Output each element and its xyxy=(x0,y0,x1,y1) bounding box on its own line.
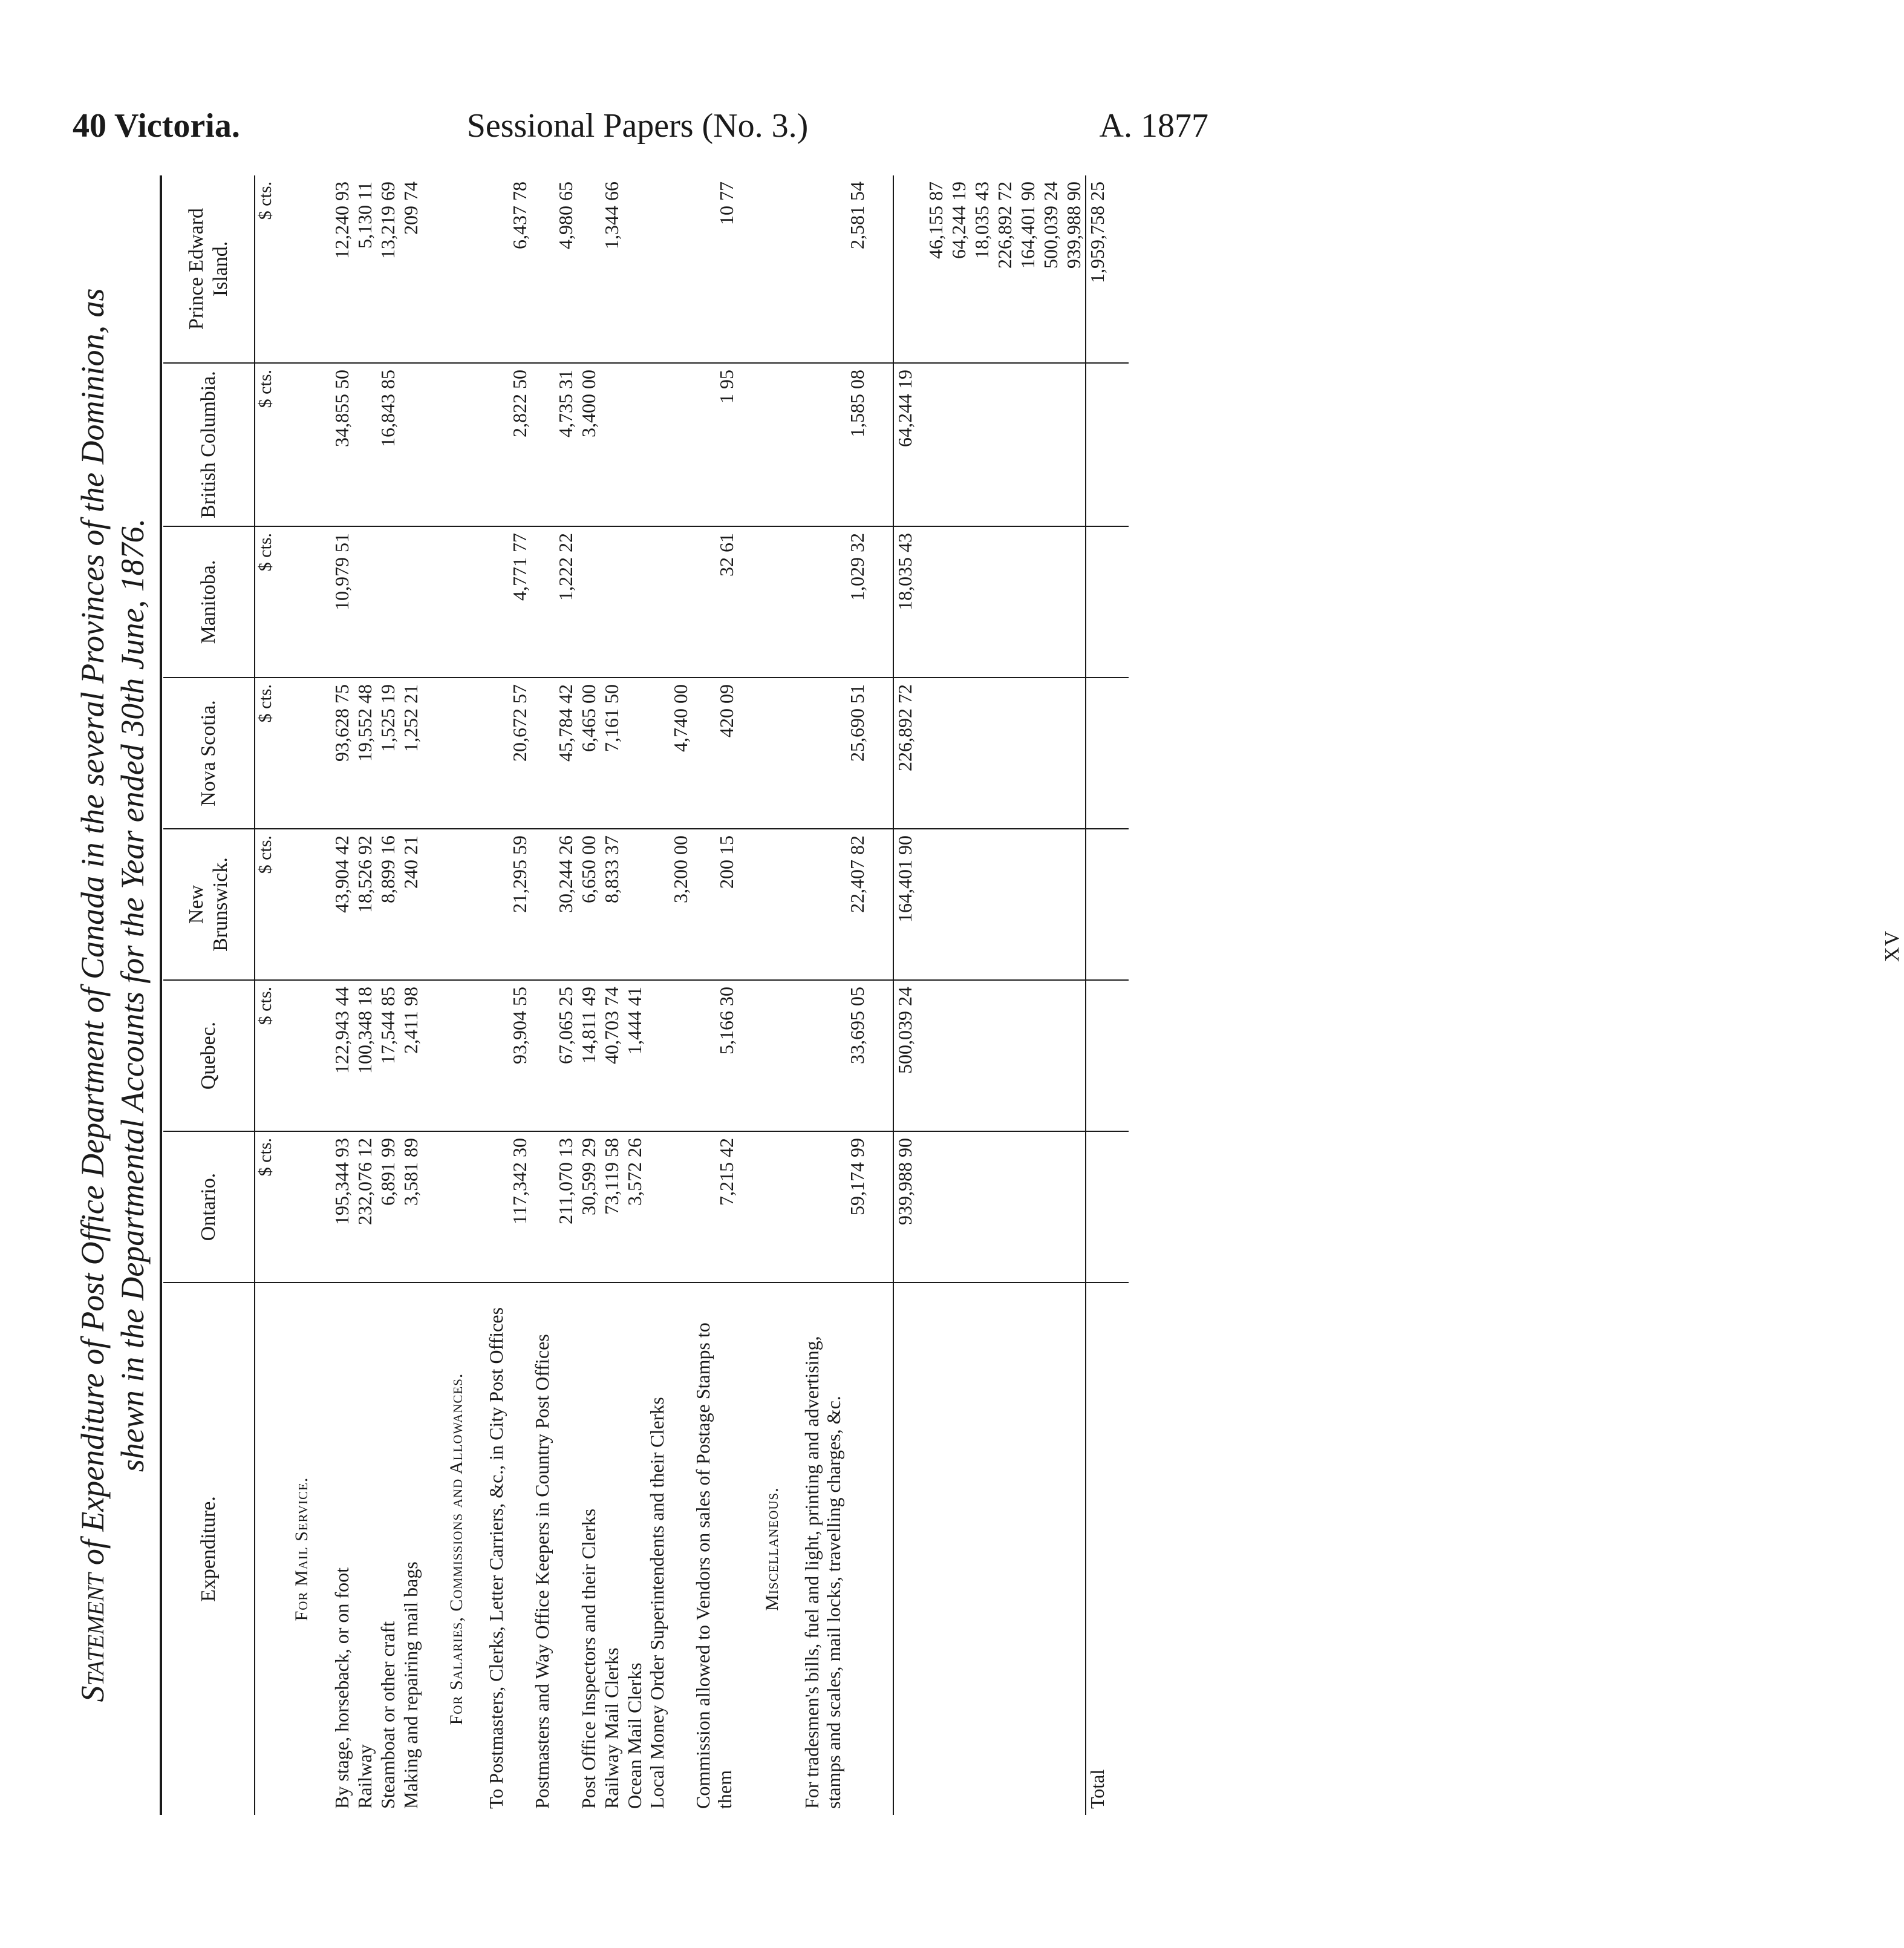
column-header-row xyxy=(163,175,255,1815)
row-value: 195,344 93 xyxy=(330,1131,353,1283)
row-value xyxy=(577,175,600,363)
blank-cell xyxy=(446,678,485,829)
expenditure-table xyxy=(163,175,1129,1815)
column-header-6: British Columbia. xyxy=(163,363,255,526)
row-value xyxy=(623,526,646,678)
rotated-statement xyxy=(73,175,1903,1815)
row-value xyxy=(646,1131,692,1283)
year-label: A. 1877 xyxy=(1099,107,1208,145)
row-value: 34,855 50 xyxy=(330,363,353,526)
section-heading: Miscellaneous. xyxy=(762,1283,801,1815)
session-label: 40 Victoria. xyxy=(73,107,240,145)
column-header-4: Nova Scotia. xyxy=(163,678,255,829)
column-total: 64,244 19 xyxy=(893,363,924,526)
row-label: To Postmasters, Clerks, Letter Carriers, &c., in City Post Offices xyxy=(485,1283,531,1815)
row-value: 4,980 65 xyxy=(555,181,576,249)
row-value xyxy=(600,363,623,526)
row-label: Railway xyxy=(353,1283,376,1815)
sessional-papers-label: Sessional Papers (No. 3.) xyxy=(466,107,809,145)
blank-cell xyxy=(292,363,330,526)
blank-cell xyxy=(446,980,485,1131)
row-value: 21,295 59 xyxy=(485,829,531,980)
row-value: 4,740 00 xyxy=(646,678,692,829)
row-value: 4,735 31 xyxy=(531,363,577,526)
column-total: 18,035 43 xyxy=(893,526,924,678)
section-heading: For Mail Service. xyxy=(292,1283,330,1815)
units-cell: $ cts. xyxy=(255,829,292,980)
total-row xyxy=(1086,175,1129,1815)
total-label: Total xyxy=(1086,1283,1129,1815)
blank-cell xyxy=(1086,678,1129,829)
blank-cell xyxy=(738,829,762,980)
blank-cell xyxy=(869,829,893,980)
blank-cell xyxy=(422,1131,446,1283)
column-total xyxy=(893,175,924,363)
row-value xyxy=(399,526,422,678)
units-row xyxy=(255,175,292,1815)
blank-cell xyxy=(292,526,330,678)
blank-cell xyxy=(869,175,893,363)
row-value: 8,899 16 xyxy=(376,829,399,980)
blank-cell xyxy=(924,363,1086,526)
blank-cell xyxy=(738,1283,762,1815)
row-value xyxy=(646,980,692,1131)
blank-cell xyxy=(762,829,801,980)
row-value: 4,771 77 xyxy=(485,526,531,678)
row-value: 420 09 xyxy=(692,678,738,829)
row-value: 100,348 18 xyxy=(353,980,376,1131)
blank-cell xyxy=(762,1131,801,1283)
row-label: Steamboat or other craft xyxy=(376,1283,399,1815)
table-row xyxy=(646,175,692,1815)
row-value xyxy=(623,829,646,980)
row-value: 1 95 xyxy=(692,363,738,526)
summary-value: 226,892 72 xyxy=(994,181,1016,269)
blank-cell xyxy=(422,980,446,1131)
blank-cell xyxy=(1086,980,1129,1131)
row-value: 10 77 xyxy=(716,181,737,225)
blank-cell xyxy=(869,980,893,1131)
row-value: 232,076 12 xyxy=(353,1131,376,1283)
table-row xyxy=(577,175,600,1815)
row-value: 73,119 58 xyxy=(600,1131,623,1283)
summary-value: 164,401 90 xyxy=(1017,181,1038,269)
column-totals-row xyxy=(893,175,924,1815)
blank-cell xyxy=(446,829,485,980)
row-value xyxy=(623,678,646,829)
column-header-0: Expenditure. xyxy=(163,1283,255,1815)
row-value: 1,444 41 xyxy=(623,980,646,1131)
row-value: 40,703 74 xyxy=(600,980,623,1131)
row-value: 2,581 54 xyxy=(846,181,868,249)
blank-cell xyxy=(446,1131,485,1283)
blank-cell xyxy=(924,1283,1086,1815)
blank-cell xyxy=(446,526,485,678)
column-header-7: Prince Edward Island. xyxy=(163,175,255,363)
summary-value: 64,244 19 xyxy=(948,181,970,259)
blank-cell xyxy=(1086,363,1129,526)
row-value xyxy=(623,363,646,526)
row-value: 43,904 42 xyxy=(330,829,353,980)
summary-list xyxy=(924,175,1086,363)
blank-cell xyxy=(422,175,446,363)
blank-cell xyxy=(924,829,1086,980)
section-heading-row xyxy=(446,175,485,1815)
blank-cell xyxy=(422,829,446,980)
table-row xyxy=(485,175,531,1815)
blank-cell xyxy=(1086,829,1129,980)
blank-cell xyxy=(869,678,893,829)
blank-cell xyxy=(762,175,801,363)
row-value: 5,130 11 xyxy=(354,181,376,249)
blank-cell xyxy=(292,829,330,980)
row-value: 1,344 66 xyxy=(601,181,622,249)
title-line-1: of Expenditure of Post Office Department of Canada in the several Provinces of the Dominion, as xyxy=(74,288,111,1566)
row-value: 6,891 99 xyxy=(376,1131,399,1283)
table-row xyxy=(692,175,738,1815)
blank-cell xyxy=(1086,526,1129,678)
row-value: 30,244 26 xyxy=(531,829,577,980)
blank-cell xyxy=(422,1283,446,1815)
blank-cell xyxy=(738,1131,762,1283)
row-value: 1,525 19 xyxy=(376,678,399,829)
row-label: Railway Mail Clerks xyxy=(600,1283,623,1815)
summary-value: 18,035 43 xyxy=(971,181,993,259)
blank-cell xyxy=(1086,1131,1129,1283)
summary-row xyxy=(924,175,1086,1815)
row-value: 211,070 13 xyxy=(531,1131,577,1283)
page-folio: XV xyxy=(1881,929,1903,962)
blank-cell xyxy=(422,363,446,526)
units-blank xyxy=(255,1283,292,1815)
row-value: 25,690 51 xyxy=(801,678,869,829)
row-value: 6,437 78 xyxy=(509,181,530,249)
row-value: 7,215 42 xyxy=(692,1131,738,1283)
row-value: 17,544 85 xyxy=(376,980,399,1131)
row-value: 2,822 50 xyxy=(485,363,531,526)
spacer-row xyxy=(422,175,446,1815)
units-cell: $ cts. xyxy=(255,181,275,220)
row-value: 67,065 25 xyxy=(531,980,577,1131)
table-row xyxy=(531,175,577,1815)
row-value: 122,943 44 xyxy=(330,980,353,1131)
row-value: 1,252 21 xyxy=(399,678,422,829)
summary-value: 939,988 90 xyxy=(1063,181,1084,269)
row-value: 45,784 42 xyxy=(531,678,577,829)
row-label: For tradesmen's bills, fuel and light, printing and advertising, stamps and scales, mail locks, travelling charges, &c. xyxy=(801,1283,869,1815)
blank-cell xyxy=(869,526,893,678)
top-rule xyxy=(160,175,162,1815)
column-header-2: Quebec. xyxy=(163,980,255,1131)
section-heading-row xyxy=(762,175,801,1815)
spacer-row xyxy=(869,175,893,1815)
row-value xyxy=(376,526,399,678)
blank-cell xyxy=(738,678,762,829)
row-label: Making and repairing mail bags xyxy=(399,1283,422,1815)
blank-cell xyxy=(924,980,1086,1131)
row-value xyxy=(399,363,422,526)
row-value: 59,174 99 xyxy=(801,1131,869,1283)
table-row xyxy=(801,175,869,1815)
row-value: 30,599 29 xyxy=(577,1131,600,1283)
row-value: 7,161 50 xyxy=(600,678,623,829)
blank-cell xyxy=(924,678,1086,829)
units-cell: $ cts. xyxy=(255,980,292,1131)
blank-cell xyxy=(446,363,485,526)
blank-cell xyxy=(292,980,330,1131)
blank-cell xyxy=(422,526,446,678)
row-value: 209 74 xyxy=(400,181,422,235)
row-value: 1,029 32 xyxy=(801,526,869,678)
blank-cell xyxy=(762,980,801,1131)
title-prefix: Statement xyxy=(74,1573,111,1702)
row-value: 3,581 89 xyxy=(399,1131,422,1283)
blank-cell xyxy=(924,526,1086,678)
row-value xyxy=(577,526,600,678)
table-row xyxy=(399,175,422,1815)
row-label: Ocean Mail Clerks xyxy=(623,1283,646,1815)
row-value: 22,407 82 xyxy=(801,829,869,980)
row-value: 200 15 xyxy=(692,829,738,980)
row-value: 1,222 22 xyxy=(531,526,577,678)
blank-cell xyxy=(762,678,801,829)
blank-cell xyxy=(893,1283,924,1815)
statement-title xyxy=(73,175,152,1815)
row-label: By stage, horseback, or on foot xyxy=(330,1283,353,1815)
row-value xyxy=(646,526,692,678)
row-value xyxy=(353,363,376,526)
spacer-row xyxy=(738,175,762,1815)
row-label: Post Office Inspectors and their Clerks xyxy=(577,1283,600,1815)
row-value: 32 61 xyxy=(692,526,738,678)
column-total: 939,988 90 xyxy=(893,1131,924,1283)
table-row xyxy=(623,175,646,1815)
page-header xyxy=(67,106,1208,149)
row-value: 93,628 75 xyxy=(330,678,353,829)
column-total: 500,039 24 xyxy=(893,980,924,1131)
row-value: 240 21 xyxy=(399,829,422,980)
table-row xyxy=(353,175,376,1815)
grand-total: 1,959,758 25 xyxy=(1086,175,1129,363)
row-value: 3,400 00 xyxy=(577,363,600,526)
row-value: 19,552 48 xyxy=(353,678,376,829)
column-header-5: Manitoba. xyxy=(163,526,255,678)
blank-cell xyxy=(924,1131,1086,1283)
row-value: 12,240 93 xyxy=(331,181,353,259)
column-total: 226,892 72 xyxy=(893,678,924,829)
summary-value: 46,155 87 xyxy=(925,181,947,259)
units-cell: $ cts. xyxy=(255,1131,292,1283)
row-value: 3,200 00 xyxy=(646,829,692,980)
row-value xyxy=(600,526,623,678)
blank-cell xyxy=(762,363,801,526)
table-row xyxy=(600,175,623,1815)
blank-cell xyxy=(869,1131,893,1283)
row-label: Commission allowed to Vendors on sales of Postage Stamps to them xyxy=(692,1283,738,1815)
column-header-3: New Brunswick. xyxy=(163,829,255,980)
row-value: 93,904 55 xyxy=(485,980,531,1131)
row-label: Postmasters and Way Office Keepers in Country Post Offices xyxy=(531,1283,577,1815)
row-value xyxy=(646,175,692,363)
blank-cell xyxy=(292,678,330,829)
blank-cell xyxy=(869,363,893,526)
column-total: 164,401 90 xyxy=(893,829,924,980)
section-heading-row xyxy=(292,175,330,1815)
column-header-1: Ontario. xyxy=(163,1131,255,1283)
blank-cell xyxy=(446,175,485,363)
row-value: 6,650 00 xyxy=(577,829,600,980)
title-line-2: shewn in the Departmental Accounts for the Year ended 30th June, 1876. xyxy=(114,518,151,1472)
row-value: 18,526 92 xyxy=(353,829,376,980)
row-value: 10,979 51 xyxy=(330,526,353,678)
row-label: Local Money Order Superintendents and their Clerks xyxy=(646,1283,692,1815)
blank-cell xyxy=(869,1283,893,1815)
section-heading: For Salaries, Commissions and Allowances. xyxy=(446,1283,485,1815)
summary-value: 500,039 24 xyxy=(1040,181,1061,269)
row-value: 5,166 30 xyxy=(692,980,738,1131)
table-row xyxy=(376,175,399,1815)
row-value xyxy=(623,175,646,363)
row-value xyxy=(353,526,376,678)
units-cell: $ cts. xyxy=(255,363,292,526)
blank-cell xyxy=(292,1131,330,1283)
units-cell: $ cts. xyxy=(255,526,292,678)
blank-cell xyxy=(738,363,762,526)
blank-cell xyxy=(292,175,330,363)
row-value: 20,672 57 xyxy=(485,678,531,829)
row-value: 13,219 69 xyxy=(377,181,399,259)
row-value: 1,585 08 xyxy=(801,363,869,526)
row-value xyxy=(646,363,692,526)
row-value: 33,695 05 xyxy=(801,980,869,1131)
row-value: 117,342 30 xyxy=(485,1131,531,1283)
table-row xyxy=(330,175,353,1815)
row-value: 2,411 98 xyxy=(399,980,422,1131)
blank-cell xyxy=(738,175,762,363)
row-value: 16,843 85 xyxy=(376,363,399,526)
blank-cell xyxy=(738,980,762,1131)
row-value: 8,833 37 xyxy=(600,829,623,980)
blank-cell xyxy=(738,526,762,678)
blank-cell xyxy=(762,526,801,678)
row-value: 14,811 49 xyxy=(577,980,600,1131)
units-cell: $ cts. xyxy=(255,678,292,829)
blank-cell xyxy=(422,678,446,829)
row-value: 6,465 00 xyxy=(577,678,600,829)
row-value: 3,572 26 xyxy=(623,1131,646,1283)
